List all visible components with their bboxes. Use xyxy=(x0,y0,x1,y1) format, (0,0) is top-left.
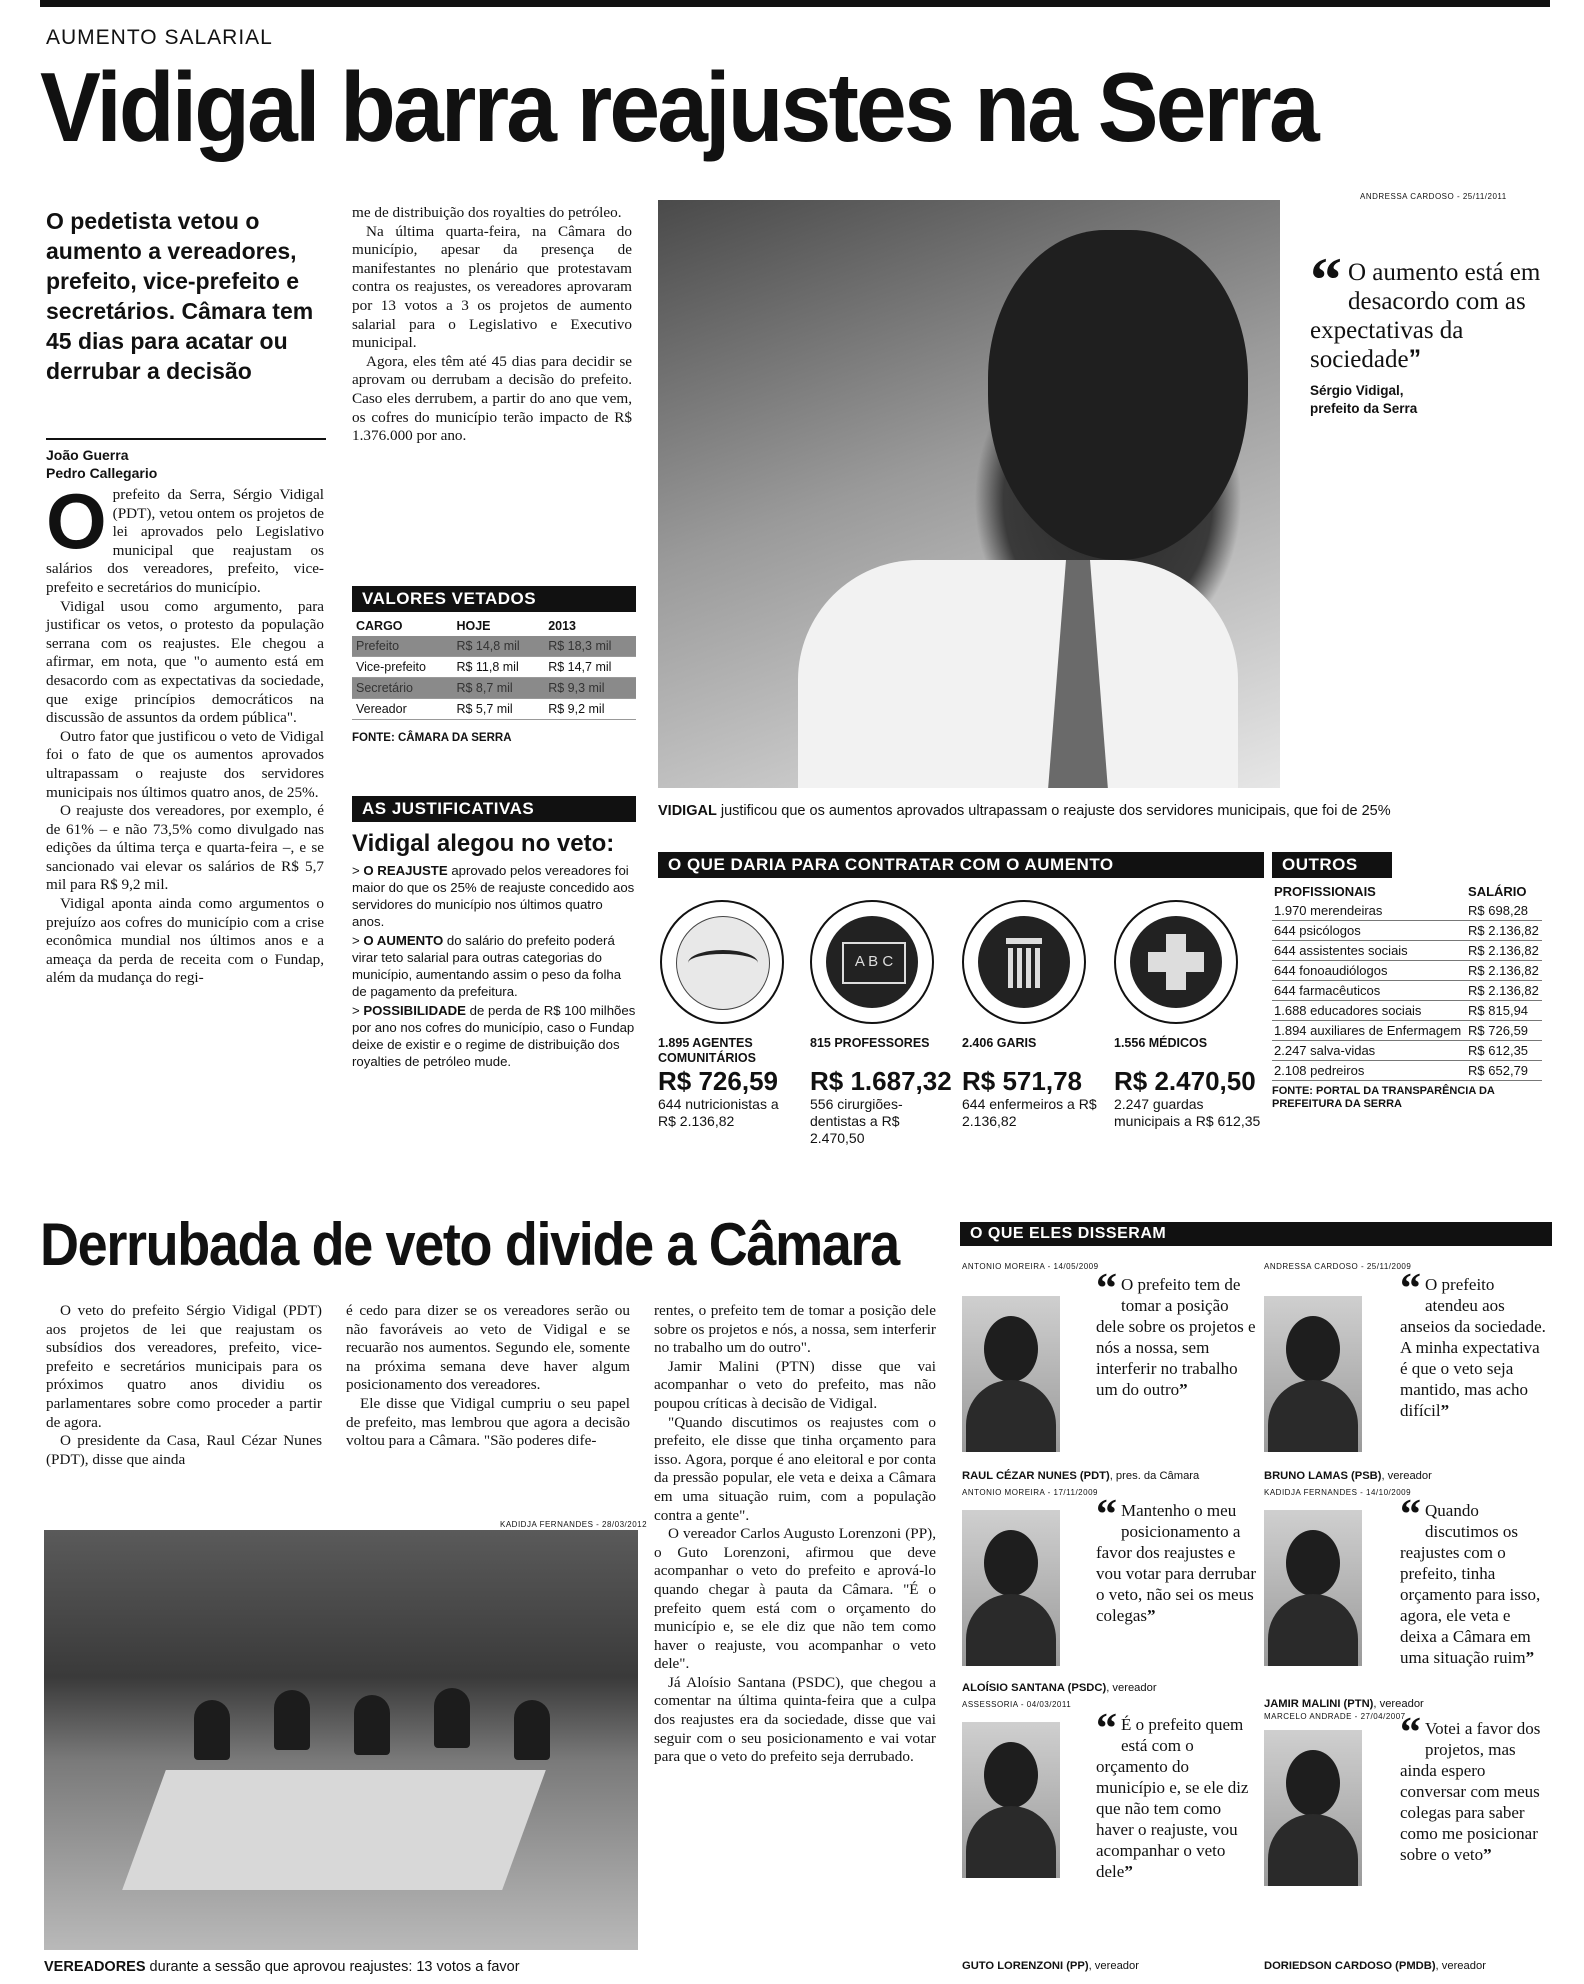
article1-paragraph: Na última quarta-feira, na Câmara do município, apesar da presença de manifestantes no plenário que protestavam contra os reajustes, os vereadores aprovaram por 13 votos a 3 os projetos de aumento salarial para o Legislativo e Executivo municipal. xyxy=(352,222,632,352)
justificativas-box xyxy=(352,796,636,1072)
valores-header: 2013 xyxy=(548,619,577,633)
person-name: GUTO LORENZONI (PP) xyxy=(962,1960,1089,1972)
table-cell: Prefeito xyxy=(352,636,452,657)
hand-icon-stroke xyxy=(688,950,758,976)
caption-lead: VIDIGAL xyxy=(658,803,717,819)
avatar-body xyxy=(1268,1594,1358,1666)
justificativas-title: AS JUSTIFICATIVAS xyxy=(352,796,636,822)
article1-paragraph: me de distribuição dos royalties do petróleo. xyxy=(352,204,622,221)
table-cell: R$ 2.136,82 xyxy=(1466,981,1542,1001)
article1-column-1 xyxy=(46,477,324,988)
article2-paragraph: Jamir Malini (PTN) disse que vai acompanhar o veto do prefeito, mas não poupou críticas à decisão de Vidigal. xyxy=(654,1357,936,1412)
article2-column-1 xyxy=(46,1302,322,1469)
close-quote-icon: ” xyxy=(1146,1606,1156,1625)
photo-shirt xyxy=(798,560,1238,788)
person-quote xyxy=(1096,1706,1256,1882)
table-cell: 644 assistentes sociais xyxy=(1272,941,1466,961)
table-row xyxy=(352,699,636,720)
outros-title: OUTROS xyxy=(1272,852,1392,878)
byline xyxy=(46,438,326,482)
contratar-item-medicos xyxy=(1114,1036,1264,1130)
contratar-item-professores xyxy=(810,1036,952,1147)
chalkboard-icon xyxy=(810,900,934,1024)
article2-paragraph: rentes, o prefeito tem de tomar a posição dele sobre os projetos e nós, a nossa, sem interferir no trabalho um do outro". xyxy=(654,1302,936,1357)
contratar-note: 2.247 guardas municipais a R$ 612,35 xyxy=(1114,1096,1261,1129)
contratar-label: 1.895 AGENTES COMUNITÁRIOS xyxy=(658,1036,756,1065)
contratar-value: R$ 1.687,32 xyxy=(810,1066,952,1096)
avatar-head xyxy=(984,1742,1038,1808)
photo-person xyxy=(434,1688,470,1748)
table-cell: R$ 8,7 mil xyxy=(452,678,544,699)
justificativa-item: > POSSIBILIDADE de perda de R$ 100 milhões por ano nos cofres do município, caso o Fundap deixe de existir e o regime de distribuição dos royalties de petróleo mude. xyxy=(352,1003,636,1069)
person-role: , vereador xyxy=(1435,1960,1486,1972)
person-name: JAMIR MALINI (PTN) xyxy=(1264,1698,1374,1710)
person-name: ALOÍSIO SANTANA (PSDC) xyxy=(962,1682,1107,1694)
person-photo-credit: ANDRESSA CARDOSO - 25/11/2009 xyxy=(1264,1262,1412,1271)
close-quote-icon: ” xyxy=(1483,1845,1492,1864)
close-quote-icon: ” xyxy=(1124,1862,1133,1881)
person-title xyxy=(1264,1960,1486,1972)
session-photo xyxy=(44,1530,638,1950)
outros-header: PROFISSIONAIS xyxy=(1274,884,1376,899)
contratar-note: 556 cirurgiões-dentistas a R$ 2.470,50 xyxy=(810,1096,903,1146)
avatar xyxy=(962,1722,1060,1878)
person-quote xyxy=(1096,1266,1256,1400)
table-cell: 1.688 educadores sociais xyxy=(1272,1001,1466,1021)
pull-quote-role: prefeito da Serra xyxy=(1310,401,1418,416)
contratar-label: 815 PROFESSORES xyxy=(810,1036,930,1050)
caption-text: durante a sessão que aprovou reajustes: 13 votos a favor xyxy=(145,1959,520,1975)
person-quote xyxy=(1400,1710,1550,1865)
table-cell: R$ 14,8 mil xyxy=(452,636,544,657)
open-quote-icon: “ xyxy=(1400,1710,1421,1756)
article1-paragraph: Outro fator que justificou o veto de Vidigal foi o fato de que os aumentos aprovados ultrapassam o reajuste dos servidores municipais nos últimos quatro anos, de 25%. xyxy=(46,727,324,801)
contratar-value: R$ 726,59 xyxy=(658,1066,778,1096)
avatar-head xyxy=(984,1316,1038,1382)
pull-quote-name: Sérgio Vidigal, xyxy=(1310,383,1404,398)
table-cell: R$ 2.136,82 xyxy=(1466,961,1542,981)
open-quote-icon: “ xyxy=(1400,1266,1421,1312)
open-quote-icon: “ xyxy=(1310,244,1342,315)
outros-table xyxy=(1272,882,1542,1081)
person-title xyxy=(1264,1470,1432,1482)
contratar-label: 1.556 MÉDICOS xyxy=(1114,1036,1208,1050)
article2-paragraph: O presidente da Casa, Raul Cézar Nunes (PDT), disse que ainda xyxy=(46,1432,322,1468)
article2-paragraph: O vereador Carlos Augusto Lorenzoni (PP), o Guto Lorenzoni, afirmou que deve acompanhar o veto do prefeito e aprová-lo quando chegar à pauta da Câmara. "É o prefeito quem está com o orçamento do município e, se ele diz que não tem como haver o reajuste, vou acompanhar o veto dele". xyxy=(654,1525,936,1673)
contratar-note: 644 nutricionistas a R$ 2.136,82 xyxy=(658,1096,779,1129)
person-photo-credit: KADIDJA FERNANDES - 14/10/2009 xyxy=(1264,1488,1412,1497)
contratar-item-agentes xyxy=(658,1036,800,1130)
table-row xyxy=(1272,1061,1542,1081)
contratar-value: R$ 2.470,50 xyxy=(1114,1066,1256,1096)
table-cell: R$ 5,7 mil xyxy=(452,699,544,720)
person-role: , pres. da Câmara xyxy=(1109,1470,1200,1482)
person-role: , vereador xyxy=(1088,1960,1139,1972)
article2-paragraph: é cedo para dizer se os vereadores serão ou não favoráveis ao veto de Vidigal e se recuarão nos aumentos. Segundo ele, somente na próxima semana deve haver algum posicionamento dos vereadores. xyxy=(346,1302,630,1394)
medical-cross-icon xyxy=(1114,900,1238,1024)
photo-head xyxy=(988,230,1248,560)
article2-paragraph: Ele disse que Vidigal cumpriu o seu papel de prefeito, mas lembrou que agora a decisão voltou para a Câmara. "São poderes dife- xyxy=(346,1394,630,1450)
outros-box xyxy=(1272,852,1552,1111)
table-row xyxy=(1272,921,1542,941)
justificativas-subtitle: Vidigal alegou no veto: xyxy=(352,830,615,857)
article2-paragraph: "Quando discutimos os reajustes com o prefeito, ele disse que tinha orçamento para isso. Agora, porque é ano eleitoral e por conta da pressão popular, ele veta e deixa a Câmara em uma situação ruim, com a população contra a gente". xyxy=(654,1413,936,1524)
person-name: DORIEDSON CARDOSO (PMDB) xyxy=(1264,1960,1436,1972)
table-cell: R$ 815,94 xyxy=(1466,1001,1542,1021)
secondary-headline: Derrubada de veto divide a Câmara xyxy=(40,1211,899,1278)
pull-quote-author xyxy=(1310,382,1550,418)
disseram-box xyxy=(960,1222,1552,1246)
person-quote xyxy=(1400,1266,1550,1421)
avatar-head xyxy=(1286,1316,1340,1382)
table-cell: Vereador xyxy=(352,699,452,720)
caption-lead: VEREADORES xyxy=(44,1959,146,1975)
table-row xyxy=(1272,1041,1542,1061)
avatar-body xyxy=(966,1806,1056,1878)
person-photo-credit: MARCELO ANDRADE - 27/04/2007 xyxy=(1264,1712,1406,1721)
table-row xyxy=(1272,1001,1542,1021)
person-name: BRUNO LAMAS (PSB) xyxy=(1264,1470,1382,1482)
article1-paragraph: Vidigal usou como argumento, para justificar os vetos, o protesto da população serrana com os reajustes. Ele chegou a afirmar, em nota, que "o aumento está em desacordo com as expectativas da sociedade, que exige princípios democráticos na discussão de assuntos da ordem pública". xyxy=(46,597,324,727)
photo1-caption xyxy=(658,802,1558,820)
contratar-box xyxy=(658,852,1264,878)
close-quote-icon: ” xyxy=(1440,1401,1450,1420)
open-quote-icon: “ xyxy=(1096,1492,1117,1538)
avatar-body xyxy=(966,1380,1056,1452)
open-quote-icon: “ xyxy=(1400,1492,1421,1538)
article1-paragraph: O reajuste dos vereadores, por exemplo, é de 61% – e não 73,5% como divulgado nas edições da última terça e quarta-feira –, e se sancionado vai elevar os salários de R$ 5,7 mil para R$ 9,2 mil. xyxy=(46,802,324,894)
close-quote-icon: ” xyxy=(1179,1380,1188,1399)
person-title xyxy=(962,1470,1199,1482)
table-row xyxy=(1272,981,1542,1001)
person-role: , vereador xyxy=(1106,1682,1157,1694)
photo2-credit: KADIDJA FERNANDES - 28/03/2012 xyxy=(500,1520,648,1529)
table-cell: Secretário xyxy=(352,678,452,699)
justificativa-text: do salário do prefeito poderá virar teto salarial para outras categorias do município, aumentando assim o peso da folha de pagamento da prefeitura. xyxy=(352,933,622,999)
justificativa-text: aprovado pelos vereadores foi maior do que os 25% de reajuste concedido aos servidores do município nos últimos quatro anos. xyxy=(352,863,635,929)
table-row xyxy=(1272,961,1542,981)
pull-quote-text xyxy=(1310,244,1550,374)
justificativa-lead: POSSIBILIDADE xyxy=(363,1003,466,1018)
close-quote-icon: ” xyxy=(1525,1648,1535,1667)
person-quote-text: Mantenho o meu posicionamento a favor dos reajustes e vou votar para derrubar o veto, não sei os meus colegas xyxy=(1096,1501,1257,1625)
contratar-label: 2.406 GARIS xyxy=(962,1036,1037,1050)
trash-can-body xyxy=(1008,948,1040,988)
person-photo-credit: ANTONIO MOREIRA - 17/11/2009 xyxy=(962,1488,1098,1497)
avatar xyxy=(962,1296,1060,1452)
hand-icon xyxy=(660,900,784,1024)
table-cell: R$ 18,3 mil xyxy=(544,636,636,657)
table-row xyxy=(1272,901,1542,921)
chalkboard-letters: A B C xyxy=(842,942,906,984)
dropcap: O xyxy=(46,477,107,565)
open-quote-icon: “ xyxy=(1096,1706,1117,1752)
person-quote xyxy=(1096,1492,1257,1626)
photo-table xyxy=(122,1770,546,1890)
outros-header: SALÁRIO xyxy=(1468,884,1527,899)
trash-can-icon xyxy=(962,900,1086,1024)
photo-person xyxy=(194,1700,230,1760)
valores-vetados-box xyxy=(352,586,636,744)
table-cell: R$ 612,35 xyxy=(1466,1041,1542,1061)
avatar-body xyxy=(1268,1380,1358,1452)
person-name: RAUL CÉZAR NUNES (PDT) xyxy=(962,1470,1110,1482)
caption-text: justificou que os aumentos aprovados ultrapassam o reajuste dos servidores municipais, que foi de 25% xyxy=(716,803,1391,819)
table-cell: 644 psicólogos xyxy=(1272,921,1466,941)
table-cell: R$ 11,8 mil xyxy=(452,657,544,678)
contratar-item-garis xyxy=(962,1036,1104,1130)
justificativa-item: > O REAJUSTE aprovado pelos vereadores foi maior do que os 25% de reajuste concedido aos servidores do município nos últimos quatro anos. xyxy=(352,863,635,929)
person-photo-credit: ASSESSORIA - 04/03/2011 xyxy=(962,1700,1072,1709)
person-title xyxy=(962,1682,1157,1694)
table-cell: 644 farmacêuticos xyxy=(1272,981,1466,1001)
person-quote-text: Votei a favor dos projetos, mas ainda espero conversar com meus colegas para saber como me posicionar sobre o veto xyxy=(1400,1719,1541,1864)
valores-header: HOJE xyxy=(456,619,491,633)
article2-paragraph: Já Aloísio Santana (PSDC), que chegou a comentar na última quinta-feira que a culpa dos reajustes era da sociedade, disse que vai seguir com o seu posicionamento e vai votar para que o veto do prefeito seja derrubado. xyxy=(654,1673,936,1766)
table-cell: R$ 2.136,82 xyxy=(1466,921,1542,941)
table-cell: R$ 9,2 mil xyxy=(544,699,636,720)
vidigal-photo xyxy=(658,200,1280,788)
photo-person xyxy=(274,1690,310,1750)
table-row xyxy=(1272,1021,1542,1041)
cross-horizontal xyxy=(1148,952,1204,972)
valores-title: VALORES VETADOS xyxy=(352,586,636,612)
article2-paragraph: O veto do prefeito Sérgio Vidigal (PDT) aos projetos de lei que reajustam os subsídios dos vereadores, prefeito, vice-prefeito e secretários municipais para os próximos quatro anos dividiu os parlamentares sobre como proceder a partir de agora. xyxy=(46,1302,322,1431)
avatar xyxy=(1264,1296,1362,1452)
deck-subheadline: O pedetista vetou o aumento a vereadores, prefeito, vice-prefeito e secretários. Câmara tem 45 dias para acatar ou derrubar a decisão xyxy=(46,208,314,384)
person-title xyxy=(1264,1698,1424,1710)
article1-paragraph: prefeito da Serra, Sérgio Vidigal (PDT), vetou ontem os projetos de lei aprovados pelo Legislativo municipal que reajustam os salários dos vereadores, prefeito, vice-prefeito e secretários do município. xyxy=(46,486,324,596)
byline-author-2: Pedro Callegario xyxy=(46,465,158,481)
trash-can-lid xyxy=(1006,938,1042,944)
photo-person xyxy=(514,1700,550,1760)
person-quote-text: É o prefeito quem está com o orçamento do município e, se ele diz que não tem como haver o reajuste, vou acompanhar o veto dele xyxy=(1096,1715,1249,1881)
table-cell: 1.970 merendeiras xyxy=(1272,901,1466,921)
valores-source: FONTE: CÂMARA DA SERRA xyxy=(352,732,512,744)
photo2-caption xyxy=(44,1958,644,1976)
contratar-note: 644 enfermeiros a R$ 2.136,82 xyxy=(962,1096,1097,1129)
valores-header: CARGO xyxy=(356,619,403,633)
disseram-title: O QUE ELES DISSERAM xyxy=(960,1222,1552,1246)
table-row xyxy=(352,636,636,657)
contratar-title: O QUE DARIA PARA CONTRATAR COM O AUMENTO xyxy=(658,852,1264,878)
pull-quote xyxy=(1310,244,1550,418)
table-cell: R$ 9,3 mil xyxy=(544,678,636,699)
table-row xyxy=(352,678,636,699)
avatar-head xyxy=(984,1530,1038,1596)
avatar-body xyxy=(1268,1814,1358,1886)
article2-column-3 xyxy=(654,1302,936,1767)
table-cell: Vice-prefeito xyxy=(352,657,452,678)
pull-quote-body: O aumento está em desacordo com as expectativas da sociedade xyxy=(1310,259,1541,373)
main-headline: Vidigal barra reajustes na Serra xyxy=(40,52,1317,162)
avatar xyxy=(1264,1510,1362,1666)
avatar-head xyxy=(1286,1750,1340,1816)
table-row xyxy=(352,657,636,678)
article1-paragraph: Vidigal aponta ainda como argumentos o prejuízo aos cofres do município com a crise econômica mundial nos últimos anos e a ameaça da perda de receita com o Fundap, além da mudança do regi- xyxy=(46,895,324,987)
avatar-body xyxy=(966,1594,1056,1666)
justificativa-item: > O AUMENTO do salário do prefeito poderá virar teto salarial para outras categorias do município, aumentando assim o peso da folha de pagamento da prefeitura. xyxy=(352,933,622,999)
table-cell: 2.108 pedreiros xyxy=(1272,1061,1466,1081)
article1-column-2 xyxy=(352,204,632,446)
table-cell: R$ 14,7 mil xyxy=(544,657,636,678)
table-cell: 2.247 salva-vidas xyxy=(1272,1041,1466,1061)
table-row xyxy=(1272,941,1542,961)
open-quote-icon: “ xyxy=(1096,1266,1117,1312)
person-role: , vereador xyxy=(1373,1698,1424,1710)
article1-paragraph: Agora, eles têm até 45 dias para decidir se aprovam ou derrubam a decisão do prefeito. Caso eles derrubem, a partir do ano que vem, os cofres do município terão impacto de R$ 1.376.000 por ano. xyxy=(352,352,632,445)
top-rule xyxy=(40,0,1550,7)
justificativa-lead: O AUMENTO xyxy=(363,933,444,948)
justificativa-text: de perda de R$ 100 milhões por ano nos cofres do município, caso o Fundap deixe de existir e o regime de distribuição dos royalties de petróleo mude. xyxy=(352,1003,636,1069)
table-cell: R$ 652,79 xyxy=(1466,1061,1542,1081)
valores-table xyxy=(352,616,636,720)
contratar-value: R$ 571,78 xyxy=(962,1066,1082,1096)
avatar-head xyxy=(1286,1530,1340,1596)
avatar xyxy=(962,1510,1060,1666)
article2-column-2 xyxy=(346,1302,630,1451)
person-quote-text: Quando discutimos os reajustes com o prefeito, tinha orçamento para isso, agora, ele veta e deixa a Câmara em uma situação ruim xyxy=(1400,1501,1541,1667)
justificativa-lead: O REAJUSTE xyxy=(363,863,448,878)
table-cell: R$ 698,28 xyxy=(1466,901,1542,921)
photo1-credit: ANDRESSA CARDOSO - 25/11/2011 xyxy=(1360,192,1507,201)
avatar xyxy=(1264,1730,1362,1886)
person-quote-text: O prefeito atendeu aos anseios da sociedade. A minha expectativa é que o veto seja mantido, mas acho difícil xyxy=(1400,1275,1546,1420)
person-role: , vereador xyxy=(1381,1470,1432,1482)
person-quote-text: O prefeito tem de tomar a posição dele sobre os projetos e nós a nossa, sem interferir no trabalho um do outro xyxy=(1096,1275,1256,1399)
table-cell: R$ 2.136,82 xyxy=(1466,941,1542,961)
person-quote xyxy=(1400,1492,1550,1668)
person-photo-credit: ANTONIO MOREIRA - 14/05/2009 xyxy=(962,1262,1099,1271)
close-quote-icon: ” xyxy=(1408,345,1422,373)
table-cell: 1.894 auxiliares de Enfermagem xyxy=(1272,1021,1466,1041)
table-cell: R$ 726,59 xyxy=(1466,1021,1542,1041)
byline-author-1: João Guerra xyxy=(46,447,129,463)
person-title xyxy=(962,1960,1139,1972)
section-kicker: AUMENTO SALARIAL xyxy=(46,26,273,49)
photo-person xyxy=(354,1695,390,1755)
outros-source: FONTE: PORTAL DA TRANSPARÊNCIA DA PREFEITURA DA SERRA xyxy=(1272,1085,1495,1110)
table-cell: 644 fonoaudiólogos xyxy=(1272,961,1466,981)
